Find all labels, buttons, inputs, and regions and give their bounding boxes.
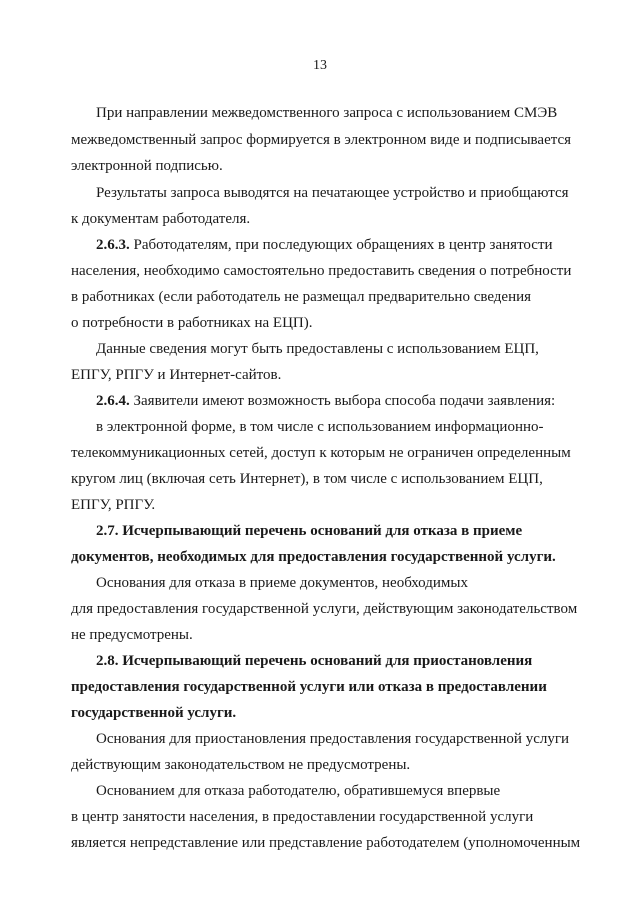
- section-2-8-heading: 2.8. Исчерпывающий перечень оснований для приостановления: [96, 653, 533, 669]
- section-number: 2.6.3.: [96, 237, 130, 253]
- text-line: Основания для приостановления предоставления государственной услуги: [96, 731, 570, 747]
- text-line: для предоставления государственной услуги, действующим законодательством: [71, 601, 578, 617]
- page-number: 13: [313, 58, 327, 73]
- section-number: 2.6.4.: [96, 393, 130, 409]
- section-2-6-3-line: 2.6.3. Работодателям, при последующих обращениях в центр занятости: [96, 237, 553, 253]
- text-line: действующим законодательством не предусмотрены.: [71, 757, 411, 773]
- text-line: о потребности в работниках на ЕЦП).: [71, 315, 313, 331]
- text-line: является непредставление или представление работодателем (уполномоченным: [71, 835, 581, 851]
- text-line: Основания для отказа в приеме документов, необходимых: [96, 575, 468, 591]
- text-line: При направлении межведомственного запроса с использованием СМЭВ: [96, 105, 558, 121]
- section-2-6-4-line: 2.6.4. Заявители имеют возможность выбора способа подачи заявления:: [96, 393, 556, 409]
- section-2-8-heading-cont: предоставления государственной услуги или отказа в предоставлении: [71, 679, 547, 695]
- text-line: межведомственный запрос формируется в электронном виде и подписывается: [71, 132, 572, 148]
- text-line: телекоммуникационных сетей, доступ к которым не ограничен определенным: [71, 445, 571, 461]
- section-2-8-heading-cont: государственной услуги.: [71, 705, 237, 721]
- text-line: кругом лиц (включая сеть Интернет), в том числе с использованием ЕЦП,: [71, 471, 543, 487]
- text-line: в работниках (если работодатель не размещал предварительно сведения: [71, 289, 532, 305]
- text-line: электронной подписью.: [71, 158, 223, 174]
- text-line: Основанием для отказа работодателю, обратившемуся впервые: [96, 783, 501, 799]
- text-line: Результаты запроса выводятся на печатающее устройство и приобщаются: [96, 185, 569, 201]
- text-line: к документам работодателя.: [71, 211, 251, 227]
- text-line: населения, необходимо самостоятельно предоставить сведения о потребности: [71, 263, 572, 279]
- text-line: в электронной форме, в том числе с использованием информационно-: [96, 419, 544, 435]
- text-line: не предусмотрены.: [71, 627, 193, 643]
- section-2-7-heading-cont: документов, необходимых для предоставления государственной услуги.: [71, 549, 556, 565]
- text-line: Данные сведения могут быть предоставлены с использованием ЕЦП,: [96, 341, 539, 357]
- section-2-7-heading: 2.7. Исчерпывающий перечень оснований для отказа в приеме: [96, 523, 523, 539]
- text-line: ЕПГУ, РПГУ.: [71, 497, 156, 513]
- text-line: ЕПГУ, РПГУ и Интернет-сайтов.: [71, 367, 282, 383]
- text-line: в центр занятости населения, в предоставлении государственной услуги: [71, 809, 534, 825]
